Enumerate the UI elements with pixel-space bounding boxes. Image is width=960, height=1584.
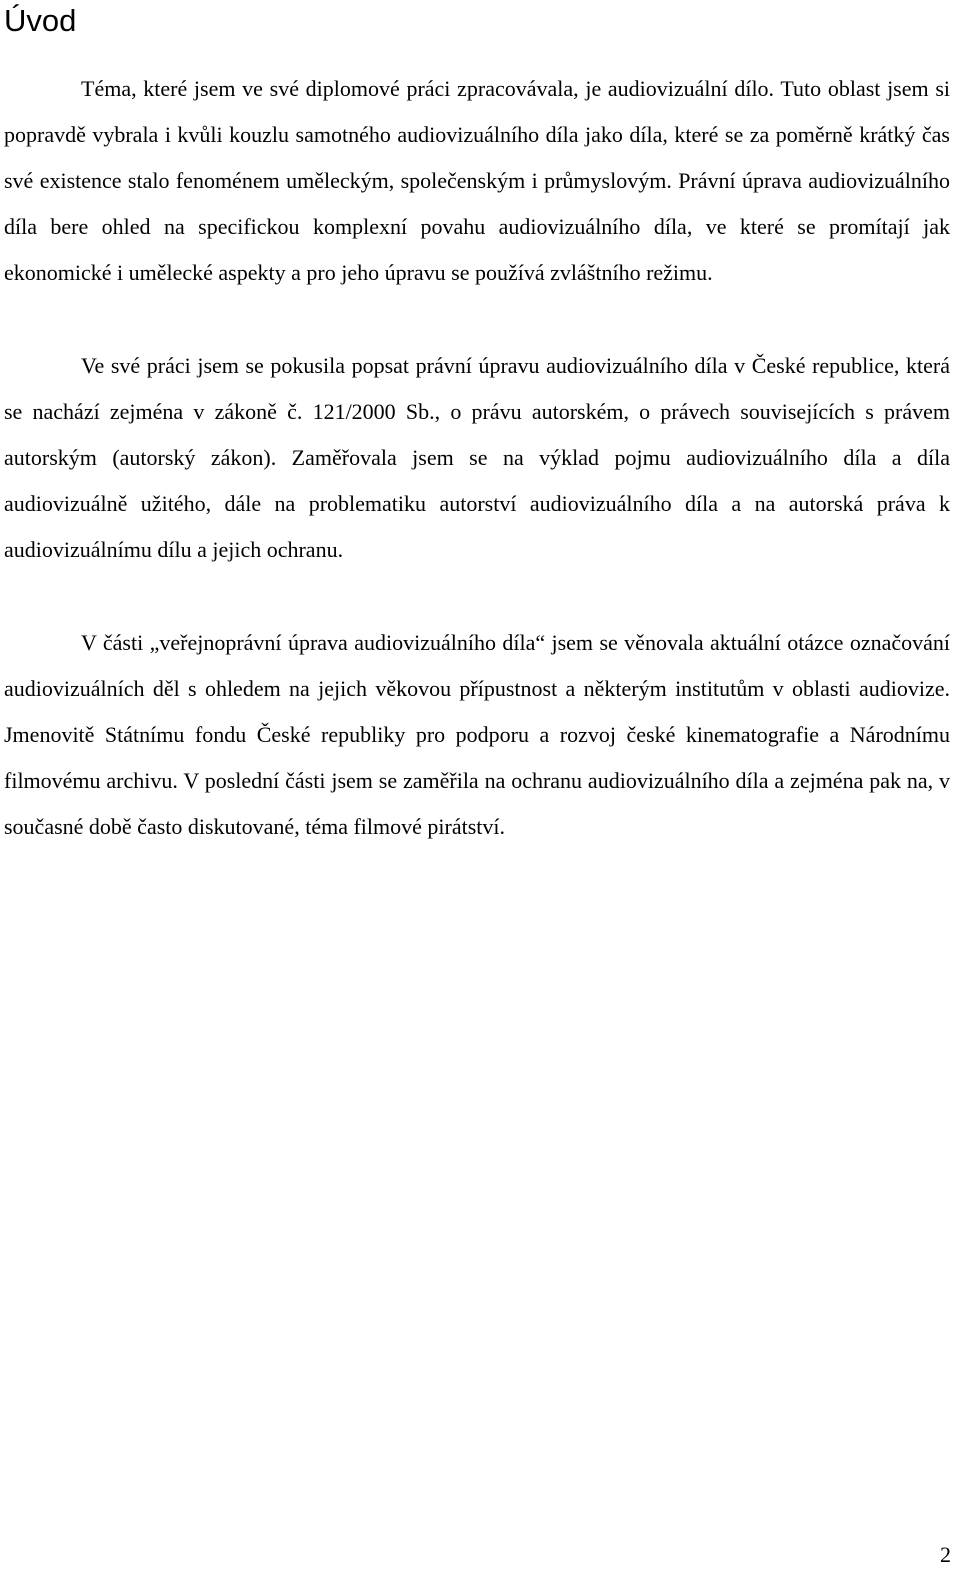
page-title: Úvod xyxy=(4,3,77,38)
paragraph-3: V části „veřejnoprávní úprava audiovizuálního díla“ jsem se věnovala aktuální otázce označování audiovizuálních děl s ohledem na jejich věkovou přípustnost a některým institutům v oblasti audiovize. Jmenovitě Státnímu fondu České republiky pro podporu a rozvoj české kinematografie a Národnímu filmovému archivu. V poslední části jsem se zaměřila na ochranu audiovizuálního díla a zejména pak na, v současné době často diskutované, téma filmové pirátství. xyxy=(4,630,950,839)
paragraph-1: Téma, které jsem ve své diplomové práci zpracovávala, je audiovizuální dílo. Tuto oblast jsem si popravdě vybrala i kvůli kouzlu samotného audiovizuálního díla jako díla, které se za poměrně krátký čas své existence stalo fenoménem uměleckým, společenským i průmyslovým. Právní úprava audiovizuálního díla bere ohled na specifickou komplexní povahu audiovizuálního díla, ve které se promítají jak ekonomické i umělecké aspekty a pro jeho úpravu se používá zvláštního režimu. xyxy=(4,76,950,285)
paragraph-2: Ve své práci jsem se pokusila popsat právní úpravu audiovizuálního díla v České republice, která se nachází zejména v zákoně č. 121/2000 Sb., o právu autorském, o právech souvisejících s právem autorským (autorský zákon). Zaměřovala jsem se na výklad pojmu audiovizuálního díla a díla audiovizuálně užitého, dále na problematiku autorství audiovizuálního díla a na autorská práva k audiovizuálnímu dílu a jejich ochranu. xyxy=(4,353,950,562)
body-text xyxy=(4,66,950,850)
page-number: 2 xyxy=(940,1542,951,1567)
